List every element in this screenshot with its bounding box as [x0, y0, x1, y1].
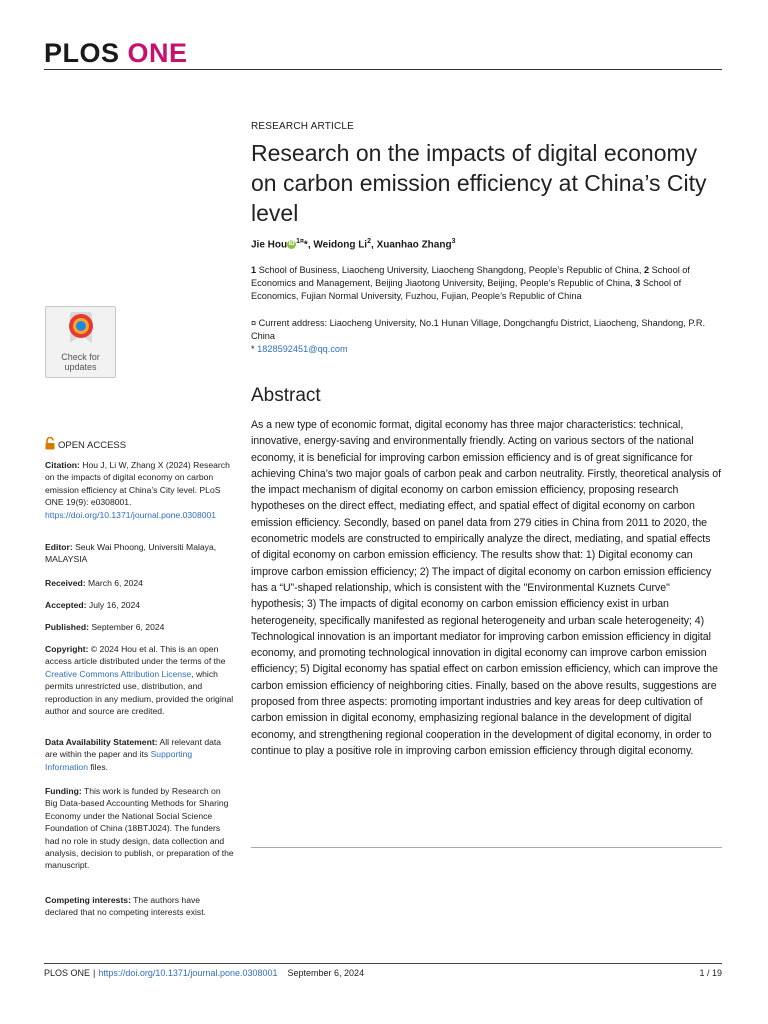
- badge-line2: updates: [64, 362, 97, 372]
- footer: [44, 968, 364, 978]
- footer-separator: |: [93, 968, 96, 978]
- orcid-icon[interactable]: iD: [288, 241, 295, 248]
- author-affil-sup: 1¤: [296, 238, 304, 245]
- affil-number: 1: [251, 265, 257, 275]
- check-for-updates-badge[interactable]: [45, 306, 116, 378]
- received-block: [45, 577, 235, 589]
- copyright-text: © 2024 Hou et al. This is an open access article distributed under the terms of the: [45, 644, 226, 667]
- footer-doi-link[interactable]: https://doi.org/10.1371/journal.pone.0308001: [98, 968, 278, 978]
- copyright-text-end: , which permits unrestricted use, distribution, and reproduction in any medium, provided the original author and source are credited.: [45, 668, 234, 717]
- affil-text: School of Economics, Fujian Normal University, Fuzhou, Fujian, People’s Republic of China: [251, 278, 682, 301]
- editor-text: Seuk Wai Phoong, Universiti Malaya, MALAYSIA: [45, 542, 217, 565]
- accepted-date: July 16, 2024: [86, 600, 141, 610]
- author-name[interactable]: Jie Hou: [251, 239, 288, 251]
- published-block: [45, 621, 235, 633]
- badge-line1: Check for: [61, 352, 100, 362]
- published-label: Published:: [45, 622, 89, 632]
- data-availability-text-end: files.: [88, 761, 109, 772]
- email-link[interactable]: 1828592451@qq.com: [257, 344, 348, 354]
- supporting-info-link[interactable]: Supporting Information: [45, 749, 193, 772]
- editor-block: [45, 541, 235, 566]
- author-affil-sup: 2: [367, 238, 371, 245]
- header-divider: [44, 69, 722, 70]
- journal-logo: [44, 38, 188, 69]
- email-mark: *: [251, 344, 255, 354]
- received-label: Received:: [45, 578, 86, 588]
- open-access: [45, 437, 235, 452]
- corresponding-mark: *: [303, 239, 308, 251]
- correspondence: [251, 317, 722, 356]
- abstract-text: As a new type of economic format, digital economy has three major characteristics: technical, innovative, energy-saving and environmentally friendly. Acting on various sectors of the national economy, it is beneficial for improving carbon emission efficiency and is of great significance for achieving China’s two major goals of carbon peak and carbon neutrality. Firstly, theoretical analysis of the impact mechanism of digital economy on carbon emission efficiency, proposing research hypotheses on the direct effect, mediating effect, and spatial effect of digital economy on carbon emission efficiency. Secondly, based on panel data from 279 cities in China from 2011 to 2020, the econometric models are constructed to empirically analyze the direct, mediating, and spatial effects of digital economy on carbon emission efficiency. The results show that: 1) Digital economy can improve carbon emission efficiency; 2) The impact of digital economy on carbon emission efficiency has a “U”-shaped relationship, which is consistent with the "Environmental Kuznets Curve" hypothesis; 3) The impacts of digital economy on carbon emission efficiency exist in urban heterogeneity, specifically manifested as regional heterogeneity and urban scale heterogeneity; 4) Technological innovation is an important mediator for improving carbon emission efficiency in digital economy, and promoting technological innovation in digital economy can improve carbon emission efficiency; 5) Digital economy has spatial effect on carbon emission efficiency, which can improve the carbon emission efficiency of neighboring cities. Finally, based on the above results, suggestions are proposed from three aspects: promoting important industries and key areas for deep cultivation of carbon emission in digital economy, emphasizing regional balance in the development of digital economy, and strengthening regional cooperation in the development of digital economy, in order to continue to play a positive role in improving carbon emission efficiency through digital economy.: [251, 419, 721, 757]
- competing-text: The authors have declared that no competing interests exist.: [45, 895, 206, 918]
- license-link[interactable]: Creative Commons Attribution License: [45, 668, 192, 679]
- affil-text: School of Business, Liaocheng University, Liaocheng Shangdong, People’s Republic of China,: [258, 265, 644, 275]
- author-list: [251, 238, 722, 250]
- data-availability-label: Data Availability Statement:: [45, 737, 158, 747]
- page-number: 1 / 19: [699, 968, 722, 978]
- citation-block: [45, 459, 235, 521]
- footer-date: September 6, 2024: [287, 968, 365, 978]
- journal-name-plos: PLOS: [44, 38, 120, 68]
- article-type: RESEARCH ARTICLE: [251, 121, 355, 132]
- copyright-block: [45, 643, 235, 717]
- author-separator: ,: [307, 239, 314, 251]
- affil-number: 3: [635, 278, 641, 288]
- funding-label: Funding:: [45, 786, 82, 796]
- author-separator: ,: [371, 239, 377, 251]
- competing-interests-block: [45, 894, 235, 919]
- author-affil-sup: 3: [451, 238, 456, 245]
- affiliations: [251, 264, 722, 303]
- open-lock-icon: [45, 437, 55, 450]
- accepted-block: [45, 599, 235, 611]
- received-date: March 6, 2024: [85, 578, 143, 588]
- journal-name-one: ONE: [127, 38, 188, 68]
- citation-text: Hou J, Li W, Zhang X (2024) Research on the impacts of digital economy on carbon emission efficiency at China’s City level. PLoS ONE 19(9): e0308001.: [45, 460, 230, 508]
- funding-text: This work is funded by Research on Big Data-based Accounting Methods for Sharing Economy under the National Social Science Foundation of China (18BTJ024). The funders had no role in study design, data collection and analysis, decision to publish, or preparation of the manuscript.: [45, 786, 234, 871]
- data-availability-text: All relevant data are within the paper and its: [45, 737, 222, 760]
- funding-block: [45, 785, 235, 872]
- current-address: ¤ Current address: Liaocheng University, No.1 Hunan Village, Dongchangfu District, Liaocheng, Shandong, P.R. China: [251, 318, 706, 341]
- accepted-label: Accepted:: [45, 600, 87, 610]
- competing-label: Competing interests:: [45, 895, 131, 905]
- editor-label: Editor:: [45, 542, 73, 552]
- published-date: September 6, 2024: [88, 622, 165, 632]
- abstract-divider: [251, 847, 722, 848]
- data-availability-block: [45, 736, 235, 773]
- check-updates-icon: [66, 311, 96, 347]
- copyright-label: Copyright:: [45, 644, 89, 654]
- author-name[interactable]: Weidong Li: [313, 239, 368, 251]
- abstract-heading: Abstract: [251, 385, 321, 406]
- footer-divider: [44, 963, 722, 964]
- affil-text: School of Economics and Management, Beijing Jiaotong University, Beijing, People’s Republic of China,: [251, 265, 690, 288]
- citation-label: Citation:: [45, 460, 80, 470]
- footer-journal: PLOS ONE: [44, 968, 91, 978]
- article-title: Research on the impacts of digital economy on carbon emission efficiency at China’s City level: [251, 140, 707, 226]
- open-access-label: OPEN ACCESS: [58, 440, 127, 451]
- affil-number: 2: [643, 265, 650, 275]
- author-name[interactable]: Xuanhao Zhang: [376, 239, 452, 251]
- citation-doi-link[interactable]: https://doi.org/10.1371/journal.pone.0308001: [45, 509, 217, 520]
